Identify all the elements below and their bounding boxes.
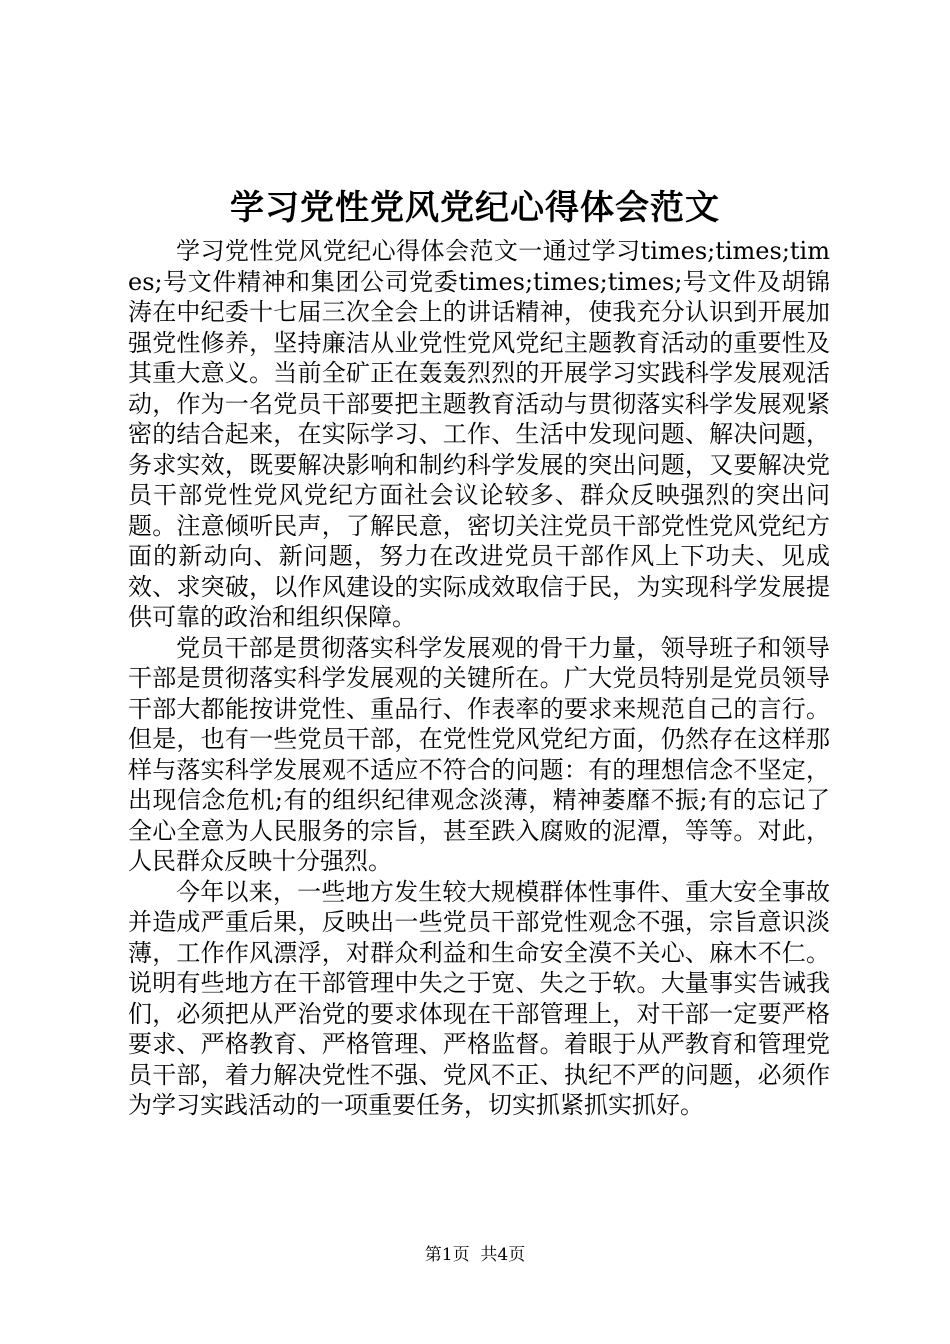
page-number-footer: 第1页 共4页 <box>424 1245 526 1265</box>
paragraph-2: 党员干部是贯彻落实科学发展观的骨干力量，领导班子和领导干部是贯彻落实科学发展观的关键所在。广大党员特别是党员领导干部大都能按讲党性、重品行、作表率的要求来规范自己的言行。但是，也有一些党员干部，在党性党风党纪方面，仍然存在这样那样与落实科学发展观不适应不符合的问题：有的理想信念不坚定，出现信念危机;有的组织纪律观念淡薄，精神萎靡不振;有的忘记了全心全意为人民服务的宗旨，甚至跌入腐败的泥潭，等等。对此，人民群众反映十分强烈。 <box>128 633 830 875</box>
document-title: 学习党性党风党纪心得体会范文 <box>230 188 720 228</box>
paragraph-1: 学习党性党风党纪心得体会范文一通过学习times;times;times;号文件精神和集团公司党委times;times;times;号文件及胡锦涛在中纪委十七届三次全会上的讲话精神，使我充分认识到开展加强党性修养，坚持廉洁从业党性党风党纪主题教育活动的重要性及其重大意义。当前全矿正在轰轰烈烈的开展学习实践科学发展观活动，作为一名党员干部要把主题教育活动与贯彻落实科学发展观紧密的结合起来，在实际学习、工作、生活中发现问题、解决问题，务求实效，既要解决影响和制约科学发展的突出问题，又要解决党员干部党性党风党纪方面社会议论较多、群众反映强烈的突出问题。注意倾听民声，了解民意，密切关注党员干部党性党风党纪方面的新动向、新问题，努力在改进党员干部作风上下功夫、见成效、求突破，以作风建设的实际成效取信于民，为实现科学发展提供可靠的政治和组织保障。 <box>128 237 830 631</box>
paragraph-3: 今年以来，一些地方发生较大规模群体性事件、重大安全事故并造成严重后果，反映出一些党员干部党性观念不强，宗旨意识淡薄，工作作风漂浮，对群众利益和生命安全漠不关心、麻木不仁。说明有些地方在干部管理中失之于宽、失之于软。大量事实告诫我们，必须把从严治党的要求体现在干部管理上，对干部一定要严格要求、严格教育、严格管理、严格监督。着眼于从严教育和管理党员干部，着力解决党性不强、党风不正、执纪不严的问题，必须作为学习实践活动的一项重要任务，切实抓紧抓实抓好。 <box>128 877 830 1119</box>
document-body <box>128 236 830 1121</box>
